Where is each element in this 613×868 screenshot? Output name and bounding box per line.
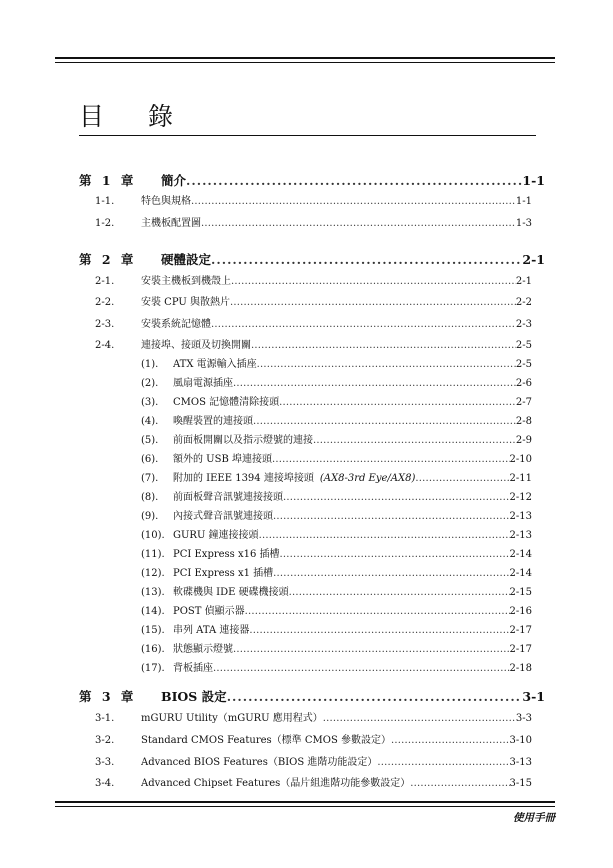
toc-title: 連接埠、接頭及切換開關 bbox=[141, 340, 251, 351]
toc-subsection-row[interactable] bbox=[0, 546, 613, 564]
toc-number: 3-3. bbox=[95, 757, 115, 768]
dot-leader bbox=[272, 451, 510, 469]
toc-title: 特色與規格 bbox=[141, 196, 191, 207]
dot-leader bbox=[273, 508, 510, 526]
dot-leader bbox=[283, 489, 510, 507]
toc-title: 附加的 IEEE 1394 連接埠接頭 bbox=[173, 473, 314, 484]
toc-page-number: 2-11 bbox=[509, 473, 532, 484]
toc-page-number: 2-15 bbox=[509, 587, 532, 598]
toc-number: (4). bbox=[141, 416, 159, 427]
toc-entry bbox=[173, 356, 532, 374]
toc-page-number: 3-15 bbox=[509, 778, 532, 789]
toc-number: 2-2. bbox=[95, 297, 115, 308]
toc-number: 2-3. bbox=[95, 319, 115, 330]
toc-title: 風扇電源插座 bbox=[173, 378, 233, 389]
toc-title: Standard CMOS Features（標準 CMOS 參數設定） bbox=[141, 735, 391, 746]
dot-leader bbox=[273, 565, 509, 583]
toc-subsection-row[interactable] bbox=[0, 413, 613, 431]
toc-entry bbox=[173, 489, 532, 507]
toc-chapter-row[interactable] bbox=[0, 172, 613, 190]
toc-number: (14). bbox=[141, 606, 165, 617]
toc-title: 串列 ATA 連接器 bbox=[173, 625, 250, 636]
toc-number: (12). bbox=[141, 568, 165, 579]
page-title: 目 錄 bbox=[79, 102, 191, 131]
toc-subsection-row[interactable] bbox=[0, 641, 613, 659]
toc-number: (7). bbox=[141, 473, 159, 484]
dot-leader bbox=[410, 775, 509, 793]
toc-entry bbox=[141, 732, 532, 750]
dot-leader bbox=[257, 356, 516, 374]
title-underline bbox=[79, 135, 536, 136]
toc-section-row[interactable] bbox=[0, 710, 613, 728]
toc-entry bbox=[173, 660, 532, 678]
toc-title: 額外的 USB 埠連接頭 bbox=[173, 454, 272, 465]
toc-entry bbox=[161, 172, 545, 190]
toc-title: mGURU Utility（mGURU 應用程式） bbox=[141, 713, 323, 724]
toc-page-number: 2-7 bbox=[515, 397, 532, 408]
toc-entry bbox=[141, 273, 532, 291]
toc-title: 主機板配置圖 bbox=[141, 218, 201, 229]
toc-title: 內接式聲音訊號連接頭 bbox=[173, 511, 273, 522]
toc-entry bbox=[141, 294, 532, 312]
toc-subsection-row[interactable] bbox=[0, 375, 613, 393]
toc-page-number: 2-12 bbox=[509, 492, 532, 503]
toc-subsection-row[interactable] bbox=[0, 394, 613, 412]
toc-section-row[interactable] bbox=[0, 316, 613, 334]
toc-page-number: 2-17 bbox=[509, 625, 532, 636]
dot-leader bbox=[391, 732, 510, 750]
toc-title: 安裝系統記憶體 bbox=[141, 319, 211, 330]
toc-page-number: 2-5 bbox=[515, 340, 532, 351]
toc-section-row[interactable] bbox=[0, 294, 613, 312]
toc-number: (9). bbox=[141, 511, 159, 522]
toc-number: (15). bbox=[141, 625, 165, 636]
toc-entry bbox=[173, 622, 532, 640]
toc-page-number: 2-1 bbox=[515, 276, 532, 287]
toc-subsection-row[interactable] bbox=[0, 622, 613, 640]
dot-leader bbox=[230, 294, 516, 312]
toc-entry bbox=[173, 394, 532, 412]
dot-leader bbox=[201, 215, 516, 233]
toc-title: 硬體設定 bbox=[161, 252, 212, 267]
toc-entry bbox=[173, 470, 532, 488]
toc-page-number: 3-3 bbox=[515, 713, 532, 724]
toc-entry bbox=[161, 251, 545, 269]
toc-title: ATX 電源輸入插座 bbox=[173, 359, 257, 370]
toc-entry bbox=[173, 413, 532, 431]
toc-subsection-row[interactable] bbox=[0, 451, 613, 469]
toc-number: (1). bbox=[141, 359, 159, 370]
toc-title: 簡介 bbox=[161, 173, 187, 188]
toc-title: PCI Express x16 插槽 bbox=[173, 549, 280, 560]
toc-title: 喚醒裝置的連接頭 bbox=[173, 416, 253, 427]
toc-number: (6). bbox=[141, 454, 159, 465]
toc-entry bbox=[141, 775, 532, 793]
dot-leader bbox=[279, 394, 516, 412]
toc-subsection-row[interactable] bbox=[0, 489, 613, 507]
toc-page-number: 2-16 bbox=[509, 606, 532, 617]
toc-page-number: 2-8 bbox=[515, 416, 532, 427]
dot-leader bbox=[313, 432, 516, 450]
toc-entry bbox=[141, 316, 532, 334]
dot-leader bbox=[415, 470, 509, 488]
toc-title: 安裝 CPU 與散熱片 bbox=[141, 297, 230, 308]
toc-section-row[interactable] bbox=[0, 337, 613, 355]
dot-leader bbox=[213, 660, 510, 678]
dot-leader bbox=[251, 337, 516, 355]
toc-title: 安裝主機板到機殼上 bbox=[141, 276, 231, 287]
toc-section-row[interactable] bbox=[0, 732, 613, 750]
toc-page-number: 3-10 bbox=[509, 735, 532, 746]
toc-title: Advanced BIOS Features（BIOS 進階功能設定） bbox=[141, 757, 378, 768]
toc-page-number: 2-14 bbox=[509, 549, 532, 560]
toc-title: 前面板開關以及指示燈號的連接 bbox=[173, 435, 313, 446]
toc-number: (2). bbox=[141, 378, 159, 389]
toc-page-number: 1-3 bbox=[515, 218, 532, 229]
toc-number: 2-1. bbox=[95, 276, 115, 287]
toc-page-number: 2-1 bbox=[522, 252, 545, 267]
toc-title: 軟碟機與 IDE 硬碟機接頭 bbox=[173, 587, 289, 598]
header-rule-thin bbox=[55, 62, 555, 63]
toc-page-number: 2-9 bbox=[515, 435, 532, 446]
dot-leader bbox=[227, 688, 523, 706]
toc-title: BIOS 設定 bbox=[161, 689, 227, 704]
dot-leader bbox=[211, 251, 522, 269]
toc-page-number: 2-17 bbox=[509, 644, 532, 655]
toc-title: 狀態顯示燈號 bbox=[173, 644, 233, 655]
toc-number: 1-2. bbox=[95, 218, 115, 229]
toc-number: (10). bbox=[141, 530, 165, 541]
dot-leader bbox=[245, 603, 510, 621]
dot-leader bbox=[253, 413, 516, 431]
toc-subsection-row[interactable] bbox=[0, 470, 613, 488]
toc-entry bbox=[173, 375, 532, 393]
toc-subsection-row[interactable] bbox=[0, 603, 613, 621]
toc-number: 2-4. bbox=[95, 340, 115, 351]
toc-entry bbox=[173, 432, 532, 450]
toc-page-number: 2-2 bbox=[515, 297, 532, 308]
toc-number: 第 3 章 bbox=[79, 689, 137, 704]
dot-leader bbox=[211, 316, 516, 334]
toc-subsection-row[interactable] bbox=[0, 432, 613, 450]
toc-title: 背板插座 bbox=[173, 663, 213, 674]
toc-page-number: 2-14 bbox=[509, 568, 532, 579]
header-rule-thick bbox=[55, 57, 555, 59]
dot-leader bbox=[323, 710, 516, 728]
toc-section-row[interactable] bbox=[0, 775, 613, 793]
toc-entry bbox=[173, 641, 532, 659]
toc-entry bbox=[173, 565, 532, 583]
toc-title: PCI Express x1 插槽 bbox=[173, 568, 274, 579]
toc-entry bbox=[161, 688, 545, 706]
toc-chapter-row[interactable] bbox=[0, 251, 613, 269]
toc-subsection-row[interactable] bbox=[0, 356, 613, 374]
toc-subsection-row[interactable] bbox=[0, 565, 613, 583]
toc-entry bbox=[141, 193, 532, 211]
toc-page-number: 2-18 bbox=[509, 663, 532, 674]
toc-chapter-row[interactable] bbox=[0, 688, 613, 706]
toc-number: 3-4. bbox=[95, 778, 115, 789]
toc-entry bbox=[173, 584, 532, 602]
toc-number: 3-1. bbox=[95, 713, 115, 724]
dot-leader bbox=[231, 273, 516, 291]
toc-section-row[interactable] bbox=[0, 273, 613, 291]
toc-number: (5). bbox=[141, 435, 159, 446]
toc-title: GURU 鐘連接接頭 bbox=[173, 530, 259, 541]
toc-entry bbox=[173, 527, 532, 545]
toc-entry bbox=[141, 215, 532, 233]
toc-section-row[interactable] bbox=[0, 754, 613, 772]
toc-subsection-row[interactable] bbox=[0, 660, 613, 678]
toc-number: (17). bbox=[141, 663, 165, 674]
toc-number: (11). bbox=[141, 549, 165, 560]
toc-page-number: 2-6 bbox=[515, 378, 532, 389]
toc-number: (13). bbox=[141, 587, 165, 598]
toc-page-number: 2-13 bbox=[509, 530, 532, 541]
toc-number: 3-2. bbox=[95, 735, 115, 746]
dot-leader bbox=[377, 754, 509, 772]
toc-subsection-row[interactable] bbox=[0, 584, 613, 602]
dot-leader bbox=[233, 375, 516, 393]
toc-number: (3). bbox=[141, 397, 159, 408]
dot-leader bbox=[259, 527, 510, 545]
toc-page-number: 3-13 bbox=[509, 757, 532, 768]
footer-rule-thin bbox=[55, 806, 555, 807]
toc-title-extra: (AX8-3rd Eye/AX8) bbox=[319, 473, 416, 484]
toc-subsection-row[interactable] bbox=[0, 508, 613, 526]
toc-page-number: 2-10 bbox=[509, 454, 532, 465]
dot-leader bbox=[280, 546, 510, 564]
toc-number: (8). bbox=[141, 492, 159, 503]
dot-leader bbox=[191, 193, 516, 211]
toc-title: Advanced Chipset Features（晶片組進階功能參數設定） bbox=[141, 778, 411, 789]
toc-entry bbox=[141, 754, 532, 772]
toc-page-number: 2-5 bbox=[515, 359, 532, 370]
footer-label: 使用手冊 bbox=[513, 812, 555, 824]
dot-leader bbox=[289, 584, 510, 602]
toc-entry bbox=[173, 603, 532, 621]
toc-entry bbox=[141, 337, 532, 355]
toc-page-number: 3-1 bbox=[522, 689, 545, 704]
dot-leader bbox=[186, 172, 522, 190]
toc-entry bbox=[141, 710, 532, 728]
toc-number: 第 1 章 bbox=[79, 173, 137, 188]
toc-number: 1-1. bbox=[95, 196, 115, 207]
toc-subsection-row[interactable] bbox=[0, 527, 613, 545]
dot-leader bbox=[249, 622, 509, 640]
toc-page-number: 2-13 bbox=[509, 511, 532, 522]
toc-entry bbox=[173, 451, 532, 469]
toc-entry bbox=[173, 546, 532, 564]
footer-rule-thick bbox=[55, 801, 555, 803]
toc-title: CMOS 記憶體清除接頭 bbox=[173, 397, 280, 408]
toc-page-number: 1-1 bbox=[522, 173, 545, 188]
toc-page-number: 2-3 bbox=[515, 319, 532, 330]
toc-title: 前面板聲音訊號連接接頭 bbox=[173, 492, 283, 503]
toc-entry bbox=[173, 508, 532, 526]
toc-number: 第 2 章 bbox=[79, 252, 137, 267]
toc-title: POST 偵顯示器 bbox=[173, 606, 245, 617]
toc-number: (16). bbox=[141, 644, 165, 655]
toc-page-number: 1-1 bbox=[515, 196, 532, 207]
toc-section-row[interactable] bbox=[0, 193, 613, 211]
dot-leader bbox=[233, 641, 510, 659]
toc-section-row[interactable] bbox=[0, 215, 613, 233]
